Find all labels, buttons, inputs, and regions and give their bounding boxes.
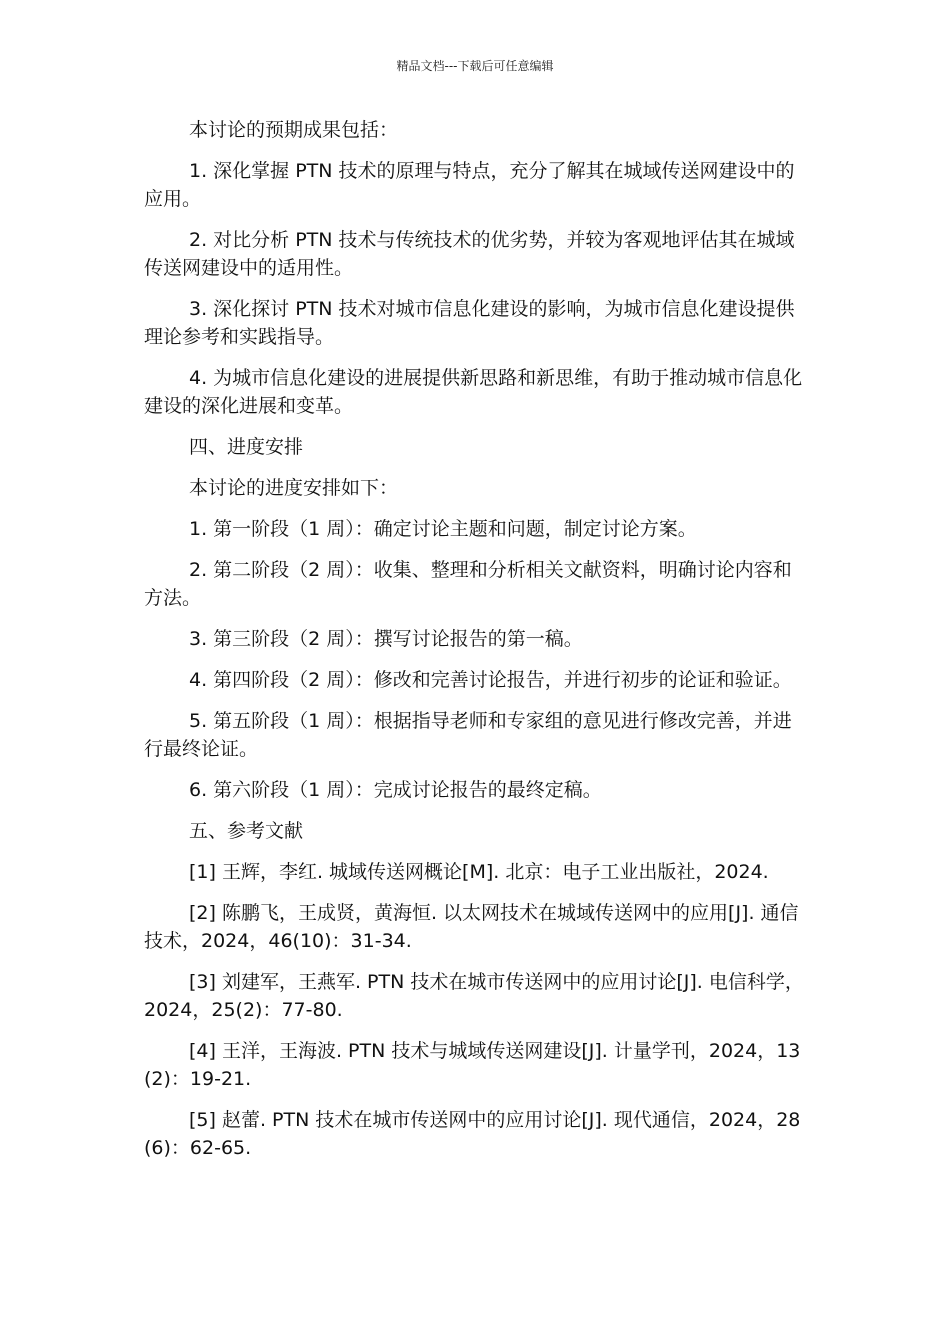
- reference-4: [4] 王洋，王海波. PTN 技术与城域传送网建设[J]. 计量学刊，2024，13(2)：19-21.: [144, 1040, 801, 1090]
- result-item-4: 4. 为城市信息化建设的进展提供新思路和新思维，有助于推动城市信息化建设的深化进展和变革。: [144, 367, 803, 417]
- schedule-stage-2: 2. 第二阶段（2 周）：收集、整理和分析相关文献资料，明确讨论内容和方法。: [144, 559, 792, 609]
- intro-expected-results: 本讨论的预期成果包括：: [189, 119, 399, 141]
- section-heading-references: 五、参考文献: [189, 820, 304, 842]
- schedule-stage-6: 6. 第六阶段（1 周）：完成讨论报告的最终定稿。: [189, 779, 602, 801]
- result-item-3: 3. 深化探讨 PTN 技术对城市信息化建设的影响，为城市信息化建设提供理论参考和实践指导。: [144, 298, 795, 348]
- schedule-stage-3: 3. 第三阶段（2 周）：撰写讨论报告的第一稿。: [189, 628, 583, 650]
- schedule-intro: 本讨论的进度安排如下：: [189, 477, 399, 499]
- reference-1: [1] 王辉，李红. 城域传送网概论[M]. 北京：电子工业出版社，2024.: [189, 861, 769, 883]
- section-heading-schedule: 四、进度安排: [189, 436, 304, 458]
- schedule-stage-1: 1. 第一阶段（1 周）：确定讨论主题和问题，制定讨论方案。: [189, 518, 697, 540]
- result-item-2: 2. 对比分析 PTN 技术与传统技术的优劣势，并较为客观地评估其在城域传送网建设中的适用性。: [144, 229, 795, 279]
- reference-5: [5] 赵蕾. PTN 技术在城市传送网中的应用讨论[J]. 现代通信，2024，28(6)：62-65.: [144, 1109, 801, 1159]
- schedule-stage-4: 4. 第四阶段（2 周）：修改和完善讨论报告，并进行初步的论证和验证。: [189, 669, 792, 691]
- page-header: 精品文档---下载后可任意编辑: [396, 59, 554, 73]
- document-body: [144, 116, 806, 1175]
- result-item-1: 1. 深化掌握 PTN 技术的原理与特点，充分了解其在城域传送网建设中的应用。: [144, 160, 795, 210]
- reference-3: [3] 刘建军，王燕军. PTN 技术在城市传送网中的应用讨论[J]. 电信科学，2024，25(2)：77-80.: [144, 971, 804, 1021]
- reference-2: [2] 陈鹏飞，王成贤，黄海恒. 以太网技术在城域传送网中的应用[J]. 通信技术，2024，46(10)：31-34.: [144, 902, 799, 952]
- schedule-stage-5: 5. 第五阶段（1 周）：根据指导老师和专家组的意见进行修改完善，并进行最终论证。: [144, 710, 792, 760]
